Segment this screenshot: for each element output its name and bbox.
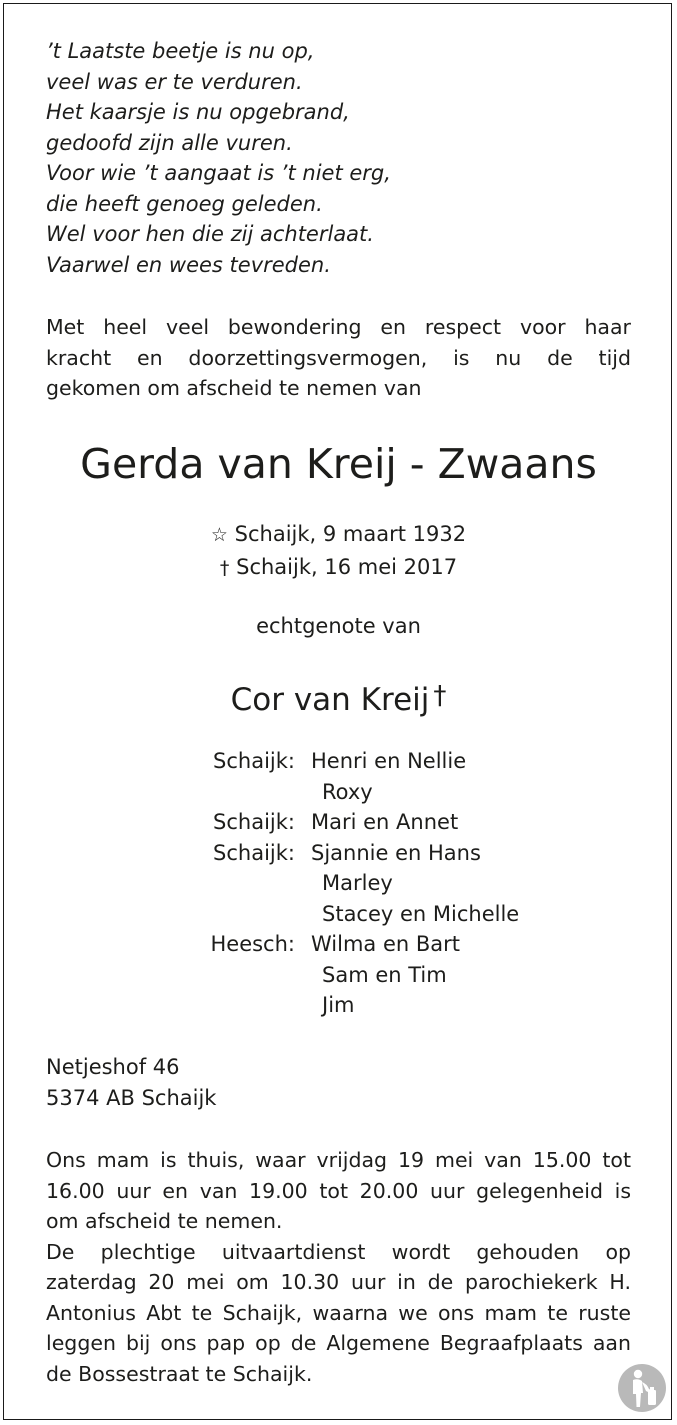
family-row [0, 777, 677, 808]
star-icon: ☆ [210, 524, 228, 546]
family-row [0, 990, 677, 1021]
poem-line: veel was er te verduren. [46, 69, 303, 94]
poem-line: gedoofd zijn alle vuren. [46, 130, 293, 155]
poem-line: die heeft genoeg geleden. [46, 191, 323, 216]
address [46, 1052, 216, 1114]
intro-line: Met heel veel bewondering en respect voor haar [46, 315, 631, 339]
intro-line: gekomen om afscheid te nemen van [46, 376, 422, 400]
death-date: Schaijk, 16 mei 2017 [236, 555, 458, 579]
family-row [0, 868, 677, 899]
family-names: Jim [322, 993, 355, 1017]
family-names: Roxy [322, 779, 373, 804]
family-row [0, 838, 677, 869]
family-names: Mari en Annet [311, 810, 459, 834]
family-place: Heesch: [210, 932, 295, 956]
memorial-figure-icon [617, 1363, 667, 1413]
family-names: Sjannie en Hans [311, 840, 481, 865]
poem [46, 36, 391, 280]
address-street: Netjeshof 46 [46, 1055, 180, 1079]
life-dates [0, 518, 677, 584]
deceased-name: Gerda van Kreij - Zwaans [80, 440, 597, 488]
family-names: Stacey en Michelle [322, 901, 520, 926]
notice-line: Antonius Abt te Schaijk, waarna we ons mam te ruste [46, 1300, 631, 1325]
notice-line: Ons mam is thuis, waar vrijdag 19 mei van 15.00 tot [46, 1148, 631, 1172]
notice-line: 16.00 uur en van 19.00 tot 20.00 uur gelegenheid is [46, 1178, 631, 1203]
funeral-notice [46, 1145, 631, 1389]
spouse [0, 674, 677, 722]
family-row [0, 929, 677, 960]
notice-line: om afscheid te nemen. [46, 1209, 283, 1233]
intro-line: kracht en doorzettingsvermogen, is nu de tijd [46, 345, 631, 370]
poem-line: Het kaarsje is nu opgebrand, [46, 100, 350, 124]
notice-line: zaterdag 20 mei om 10.30 uur in de parochiekerk H. [46, 1270, 631, 1294]
poem-line: Vaarwel en wees tevreden. [46, 252, 331, 277]
spouse-label: echtgenote van [256, 614, 421, 638]
cross-icon: † [433, 681, 447, 711]
poem-line: Voor wie ’t aangaat is ’t niet erg, [46, 161, 391, 185]
family-row [0, 746, 677, 777]
poem-line: Wel voor hen die zij achterlaat. [46, 222, 374, 246]
birth-line [0, 518, 677, 551]
family-row [0, 807, 677, 838]
death-line [0, 551, 677, 584]
family-row [0, 960, 677, 991]
spouse-name: Cor van Kreij [230, 682, 430, 718]
intro-paragraph [46, 312, 631, 404]
family-place: Schaijk: [213, 749, 295, 773]
family-place: Schaijk: [213, 810, 295, 834]
notice-line: leggen bij ons pap op de Algemene Begraafplaats aan [46, 1331, 631, 1355]
notice-line: de Bossestraat te Schaijk. [46, 1361, 313, 1386]
poem-line: ’t Laatste beetje is nu op, [46, 39, 315, 63]
family-names: Wilma en Bart [311, 932, 461, 956]
family-names: Marley [322, 871, 393, 895]
cross-icon: † [219, 557, 230, 579]
family-list [0, 746, 677, 1021]
family-names: Henri en Nellie [311, 749, 467, 773]
address-postal: 5374 AB Schaijk [46, 1086, 217, 1110]
family-row [0, 899, 677, 930]
birth-date: Schaijk, 9 maart 1932 [234, 522, 467, 546]
notice-line: De plechtige uitvaartdienst wordt gehouden op [46, 1239, 631, 1264]
family-names: Sam en Tim [322, 962, 447, 987]
family-place: Schaijk: [213, 840, 295, 865]
